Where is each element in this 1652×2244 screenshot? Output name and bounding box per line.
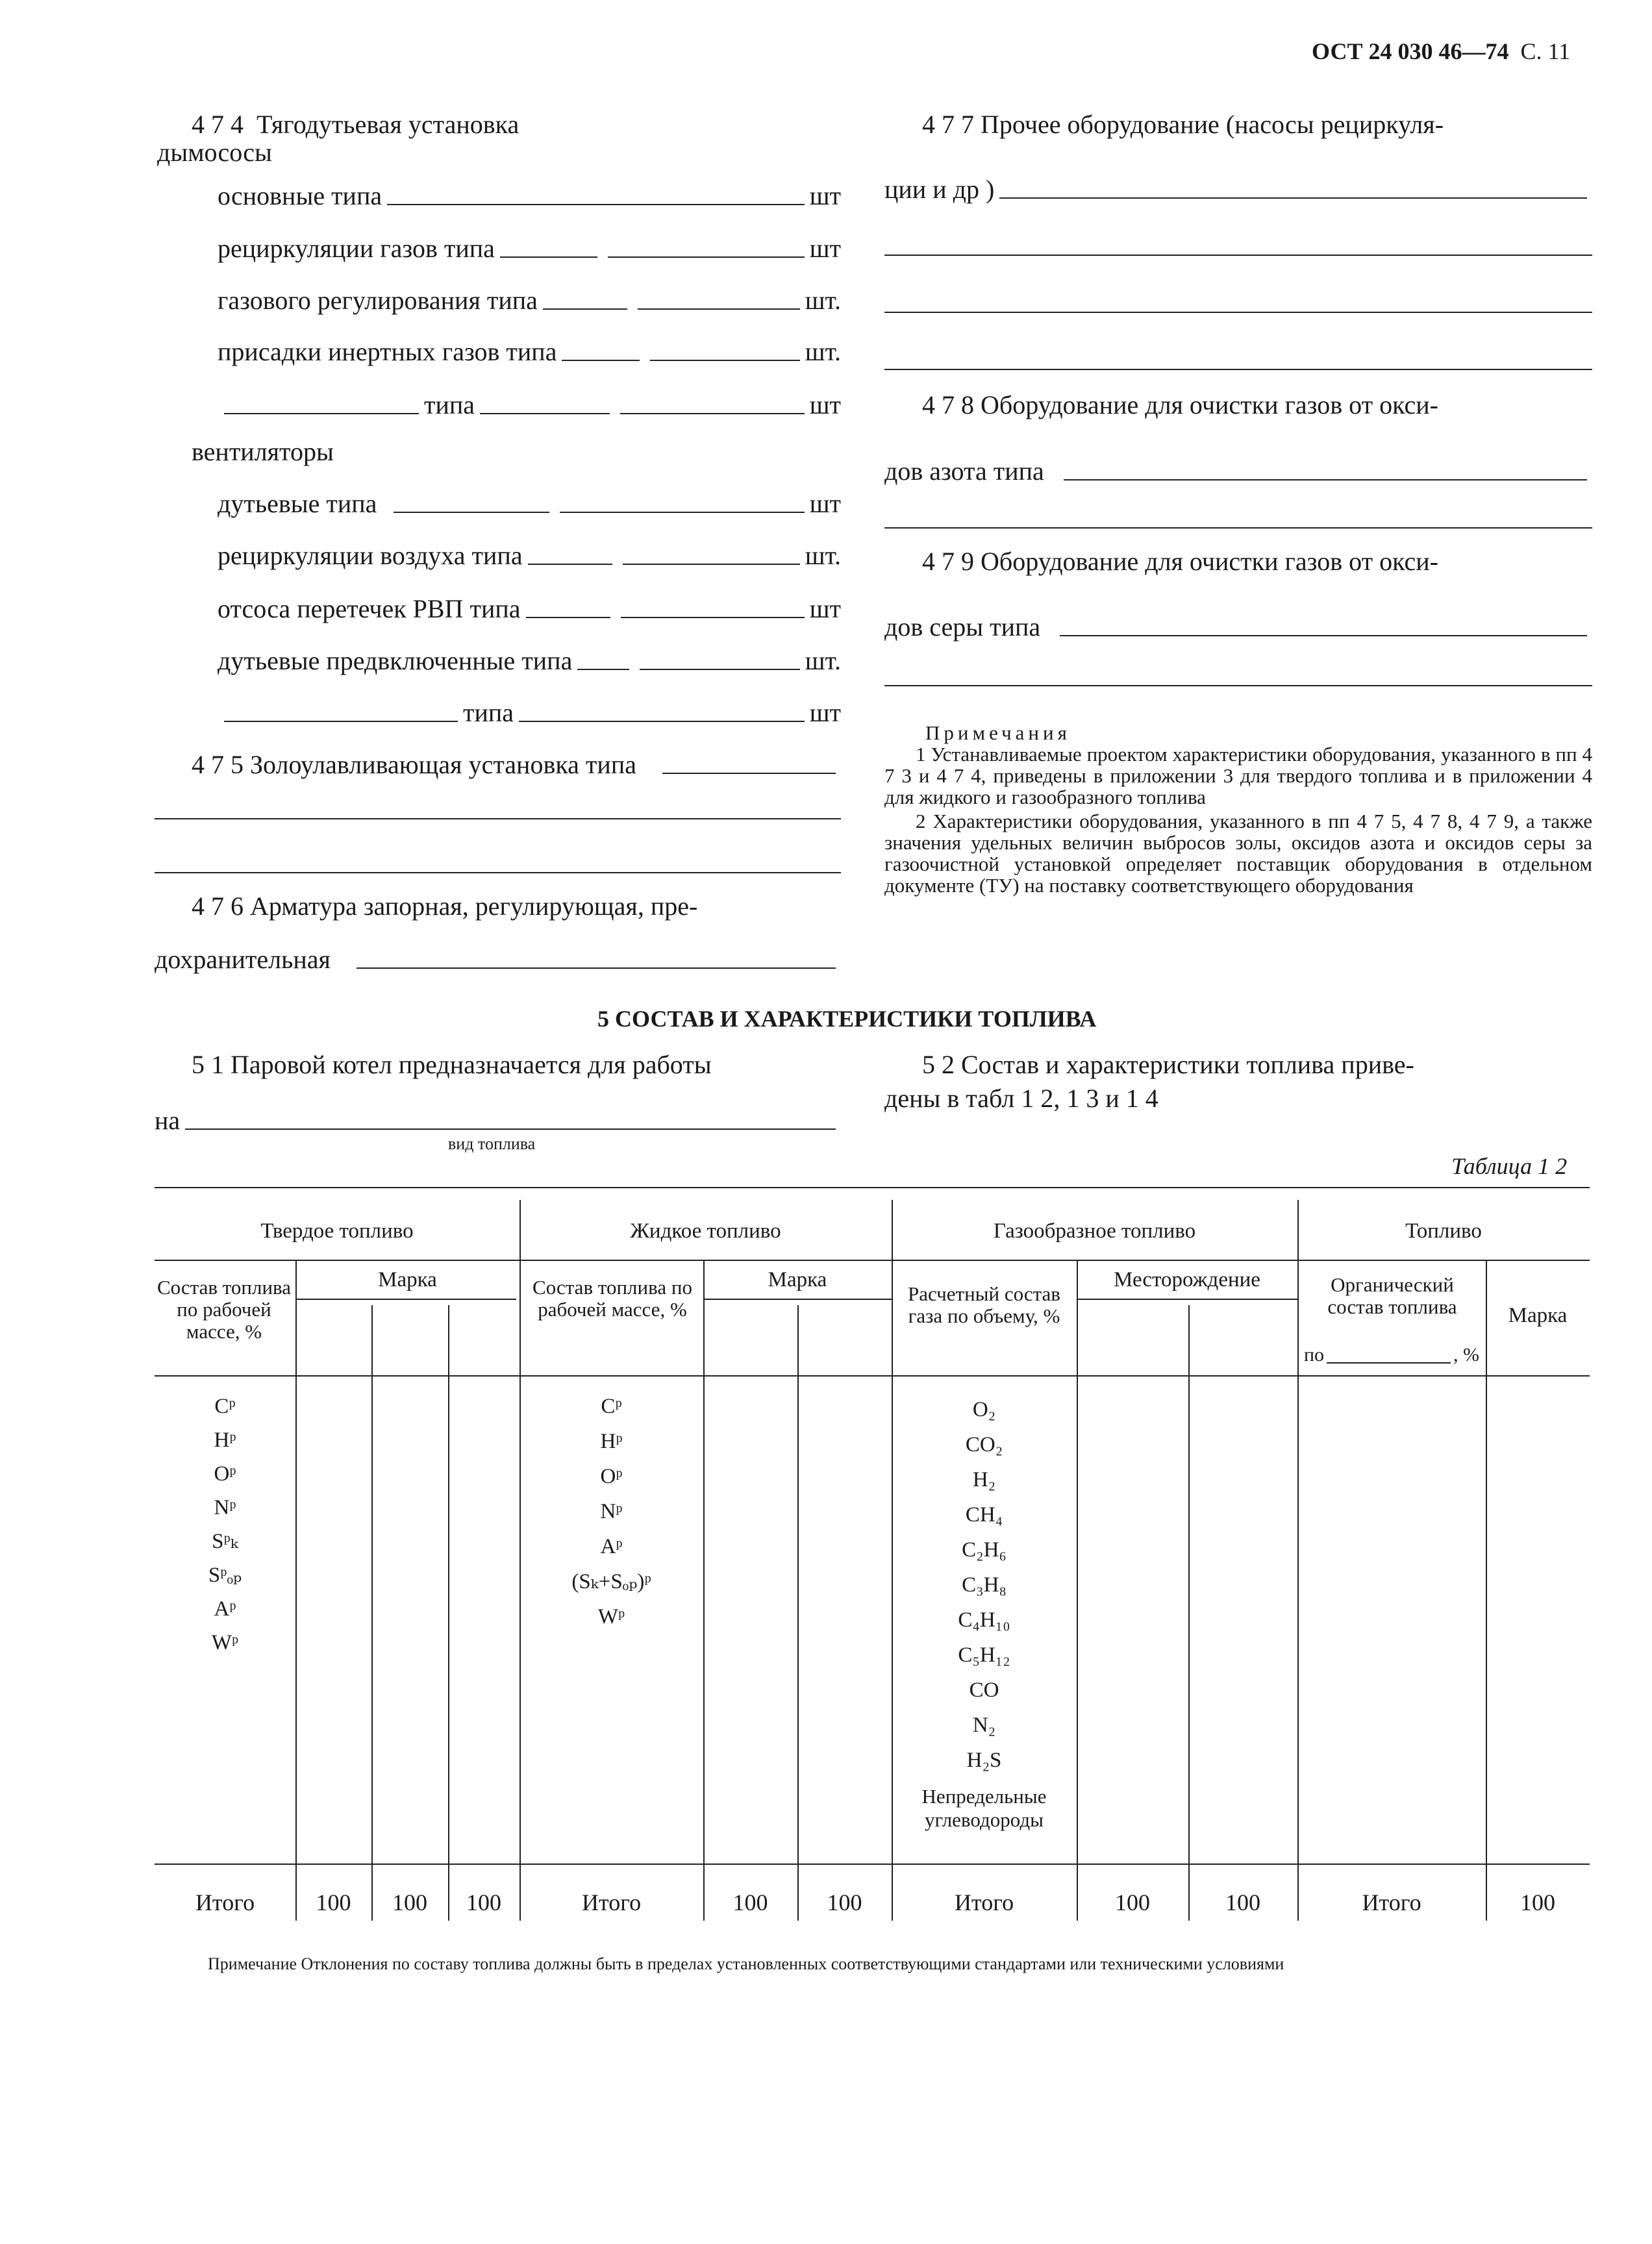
unit-label: шт.	[805, 337, 841, 366]
solid-composition-head: Состав топлива по рабочей массе, %	[156, 1276, 292, 1343]
fuel-organic-head: Органический состав топлива	[1327, 1273, 1457, 1318]
fill-line[interactable]	[394, 512, 549, 513]
fill-line[interactable]	[528, 564, 612, 565]
section-478-text: дов азота типа	[884, 456, 1044, 486]
table-footnote: Примечание Отклонения по составу топлива должны быть в пределах установленных соответствующими стандартами или техническими условиями	[208, 1954, 1284, 1973]
fill-line[interactable]	[1327, 1362, 1451, 1364]
fill-line[interactable]	[480, 413, 610, 414]
item-label: основные типа	[218, 181, 382, 210]
p51-caption: вид топлива	[448, 1134, 536, 1153]
table-rule	[797, 1305, 799, 1921]
fan-preswitch	[218, 648, 841, 674]
gas-component: C₅H₁₂	[958, 1643, 1010, 1667]
p52-line2: дены в табл 1 2, 1 3 и 1 4	[884, 1084, 1158, 1113]
fill-line[interactable]	[638, 308, 800, 310]
notes-title: Примечания	[925, 721, 1071, 744]
unit-label: шт.	[805, 646, 841, 675]
group-gas: Газообразное топливо	[993, 1219, 1196, 1243]
fan-rvp	[218, 596, 841, 622]
solid-component: Oᵖ	[214, 1462, 236, 1486]
notes-block	[884, 743, 1592, 896]
section-475-text: 4 7 5 Золоулавливающая установка типа	[192, 750, 636, 779]
doc-number: ОСТ 24 030 46—74	[1312, 38, 1509, 64]
smoke-exhauster-gasreg	[218, 288, 841, 314]
solid-component: Aᵖ	[214, 1597, 236, 1621]
liquid-component: (Sₖ+Sₒₚ)ᵖ	[571, 1570, 651, 1593]
fans-label: вентиляторы	[192, 437, 334, 466]
solid-component: Cᵖ	[214, 1395, 236, 1418]
fill-line[interactable]	[623, 564, 800, 565]
page-number: С. 11	[1520, 38, 1571, 64]
group-liquid: Жидкое топливо	[630, 1219, 781, 1243]
unit-label: шт	[809, 234, 841, 263]
fill-line[interactable]	[884, 312, 1592, 313]
gas-component: H₂	[972, 1468, 996, 1491]
group-solid: Твердое топливо	[260, 1219, 414, 1243]
fill-line[interactable]	[185, 1128, 836, 1130]
fill-line[interactable]	[519, 721, 805, 722]
fill-line[interactable]	[1060, 635, 1587, 636]
unit-label: шт	[809, 181, 841, 210]
fuel-pct-label: , %	[1453, 1344, 1479, 1365]
fill-line[interactable]	[884, 527, 1592, 529]
fill-line[interactable]	[224, 413, 419, 414]
section-478-line2	[884, 458, 1592, 484]
table-rule	[1297, 1200, 1299, 1921]
table-rule	[371, 1305, 373, 1921]
section-477-line1: 4 7 7 Прочее оборудование (насосы рециркуля-	[922, 110, 1444, 139]
liquid-component: Cᵖ	[601, 1395, 622, 1418]
gas-component: CO₂	[965, 1433, 1003, 1456]
smoke-exhauster-recirc	[218, 236, 841, 262]
section-478-line1: 4 7 8 Оборудование для очистки газов от окси-	[922, 390, 1438, 419]
table-caption: Таблица 1 2	[1451, 1153, 1568, 1179]
gas-total-2: 100	[1225, 1889, 1260, 1915]
gas-component: H₂S	[966, 1749, 1002, 1772]
fill-line[interactable]	[357, 967, 836, 969]
liquid-component: Hᵖ	[600, 1430, 623, 1453]
p51-na: на	[155, 1106, 181, 1135]
solid-brand-head: Марка	[378, 1268, 437, 1291]
table-rule	[155, 1260, 1590, 1261]
fill-line[interactable]	[608, 256, 805, 258]
fill-line[interactable]	[620, 413, 805, 414]
gas-component: Непредельные углеводороды	[921, 1785, 1047, 1831]
liquid-component: Wᵖ	[597, 1605, 625, 1628]
fill-line[interactable]	[884, 255, 1592, 256]
fill-line[interactable]	[560, 512, 804, 513]
solid-component: Nᵖ	[214, 1496, 236, 1519]
fan-other	[224, 700, 841, 726]
solid-total-2: 100	[392, 1889, 427, 1915]
section-476-line1: 4 7 6 Арматура запорная, регулирующая, пре-	[192, 891, 698, 921]
fill-line[interactable]	[884, 685, 1592, 686]
note-2: 2 Характеристики оборудования, указанного в пп 4 7 5, 4 7 8, 4 7 9, а также значения удельных величин выбросов золы, оксидов азота и оксидов серы за газоочистной установкой определяет поставщик оборудования в отдельном документе (ТУ) на поставку соответствующего оборудования	[884, 810, 1592, 897]
fill-line[interactable]	[543, 308, 627, 310]
unit-label: шт	[809, 698, 841, 727]
gas-component: C₂H₆	[962, 1538, 1007, 1562]
item-label: отсоса перетечек РВП типа	[218, 594, 521, 623]
note-1: 1 Устанавливаемые проектом характеристики оборудования, указанного в пп 4 7 3 и 4 7 4, приведены в приложении 3 для твердого топлива и в приложении 4 для жидкого и газообразного топлива	[884, 743, 1592, 808]
fuel-brand-head: Марка	[1508, 1304, 1568, 1327]
item-label: газового регулирования типа	[218, 286, 538, 315]
section-477-line2	[884, 177, 1592, 203]
gas-component: O₂	[972, 1398, 996, 1421]
table-rule	[519, 1200, 521, 1921]
item-label: типа	[463, 698, 514, 727]
gas-component: C₃H₈	[962, 1573, 1007, 1597]
unit-label: шт	[809, 390, 841, 419]
p51-text: 5 1 Паровой котел предназначается для работы	[192, 1050, 712, 1079]
item-label: дутьевые типа	[218, 489, 377, 518]
table-rule	[703, 1299, 892, 1300]
fill-line[interactable]	[387, 204, 805, 205]
gas-composition-head: Расчетный состав газа по объему, %	[908, 1282, 1060, 1327]
solid-component: Sᵖₖ	[212, 1530, 238, 1553]
fill-line[interactable]	[999, 197, 1587, 199]
solid-total-label: Итого	[195, 1889, 255, 1915]
table-rule	[1486, 1260, 1487, 1921]
solid-total-3: 100	[466, 1889, 501, 1915]
fuel-total-1: 100	[1520, 1889, 1555, 1915]
gas-component: CO	[969, 1678, 999, 1702]
table-rule	[295, 1260, 297, 1921]
unit-label: шт	[809, 489, 841, 518]
solid-component: Hᵖ	[214, 1428, 236, 1452]
fill-line[interactable]	[1064, 479, 1587, 480]
item-label: типа	[424, 390, 475, 419]
item-label: дутьевые предвключенные типа	[218, 646, 573, 675]
item-label: рециркуляции воздуха типа	[218, 541, 523, 570]
fill-line[interactable]	[577, 669, 629, 670]
page-header	[1312, 38, 1570, 65]
fill-line[interactable]	[884, 369, 1592, 370]
liquid-total-label: Итого	[581, 1889, 642, 1915]
section-479-text: дов серы типа	[884, 612, 1041, 642]
table-rule	[448, 1305, 449, 1921]
fan-blow	[218, 491, 841, 517]
fill-line[interactable]	[155, 872, 841, 873]
table-rule	[155, 1864, 1590, 1865]
fill-line[interactable]	[621, 617, 805, 618]
gas-component: N₂	[972, 1714, 996, 1737]
solid-component: Sᵖₒₚ	[208, 1564, 242, 1587]
fill-line[interactable]	[155, 818, 841, 819]
gas-component: C₄H₁₀	[958, 1608, 1010, 1632]
p52-line1: 5 2 Состав и характеристики топлива приве-	[922, 1050, 1414, 1079]
liquid-composition-head: Состав топлива по рабочей массе, %	[532, 1276, 692, 1321]
fill-line[interactable]	[526, 617, 610, 618]
section-474-title	[192, 112, 519, 138]
fill-line[interactable]	[500, 256, 597, 258]
section-476-text: дохранительная	[155, 945, 331, 974]
section-479-line1: 4 7 9 Оборудование для очистки газов от окси-	[922, 547, 1438, 576]
smoke-exhauster-main	[218, 183, 841, 209]
section-475	[192, 752, 841, 778]
table-rule	[1077, 1299, 1297, 1300]
liquid-total-1: 100	[732, 1889, 768, 1915]
group-fuel: Топливо	[1405, 1219, 1482, 1243]
liquid-component: Aᵖ	[600, 1535, 623, 1558]
liquid-component: Nᵖ	[600, 1500, 623, 1523]
fill-line[interactable]	[640, 669, 799, 670]
item-label: рециркуляции газов типа	[218, 234, 495, 263]
unit-label: шт	[809, 594, 841, 623]
p51-fuel-line	[155, 1108, 841, 1134]
gas-component: CH₄	[965, 1503, 1003, 1527]
gas-total-label: Итого	[954, 1889, 1014, 1915]
liquid-total-2: 100	[827, 1889, 862, 1915]
table-rule	[1188, 1305, 1190, 1921]
table-rule	[1077, 1260, 1078, 1921]
fill-line[interactable]	[562, 360, 640, 361]
table-rule	[703, 1260, 705, 1921]
section-5-title: 5 СОСТАВ И ХАРАКТЕРИСТИКИ ТОПЛИВА	[597, 1006, 1097, 1032]
section-476-line2	[155, 947, 841, 973]
section-479-line2	[884, 614, 1592, 640]
fuel-po-label: по	[1304, 1344, 1325, 1365]
table-rule	[155, 1375, 1590, 1377]
item-label: присадки инертных газов типа	[218, 337, 557, 366]
unit-label: шт.	[805, 286, 841, 315]
fuel-total-label: Итого	[1362, 1889, 1421, 1915]
fuel-po-line	[1304, 1344, 1479, 1366]
liquid-brand-head: Марка	[768, 1268, 827, 1291]
liquid-component: Oᵖ	[600, 1465, 623, 1488]
smoke-exhauster-inert	[218, 339, 841, 365]
fan-air-recirc	[218, 543, 841, 569]
table-border-top	[155, 1187, 1590, 1188]
section-474-subtitle: дымососы	[157, 138, 272, 167]
solid-component: Wᵖ	[211, 1631, 239, 1654]
fill-line[interactable]	[224, 721, 458, 722]
section-474-number: 4 7 4	[192, 110, 244, 139]
unit-label: шт.	[805, 541, 841, 570]
section-474-text: Тягодутьевая установка	[257, 110, 519, 139]
gas-total-1: 100	[1115, 1889, 1150, 1915]
solid-total-1: 100	[316, 1889, 351, 1915]
fill-line[interactable]	[662, 773, 836, 774]
fill-line[interactable]	[650, 360, 799, 361]
gas-field-head: Месторождение	[1114, 1268, 1260, 1291]
section-477-text: ции и др )	[884, 175, 995, 204]
table-rule	[295, 1299, 516, 1300]
smoke-exhauster-other	[224, 392, 841, 418]
